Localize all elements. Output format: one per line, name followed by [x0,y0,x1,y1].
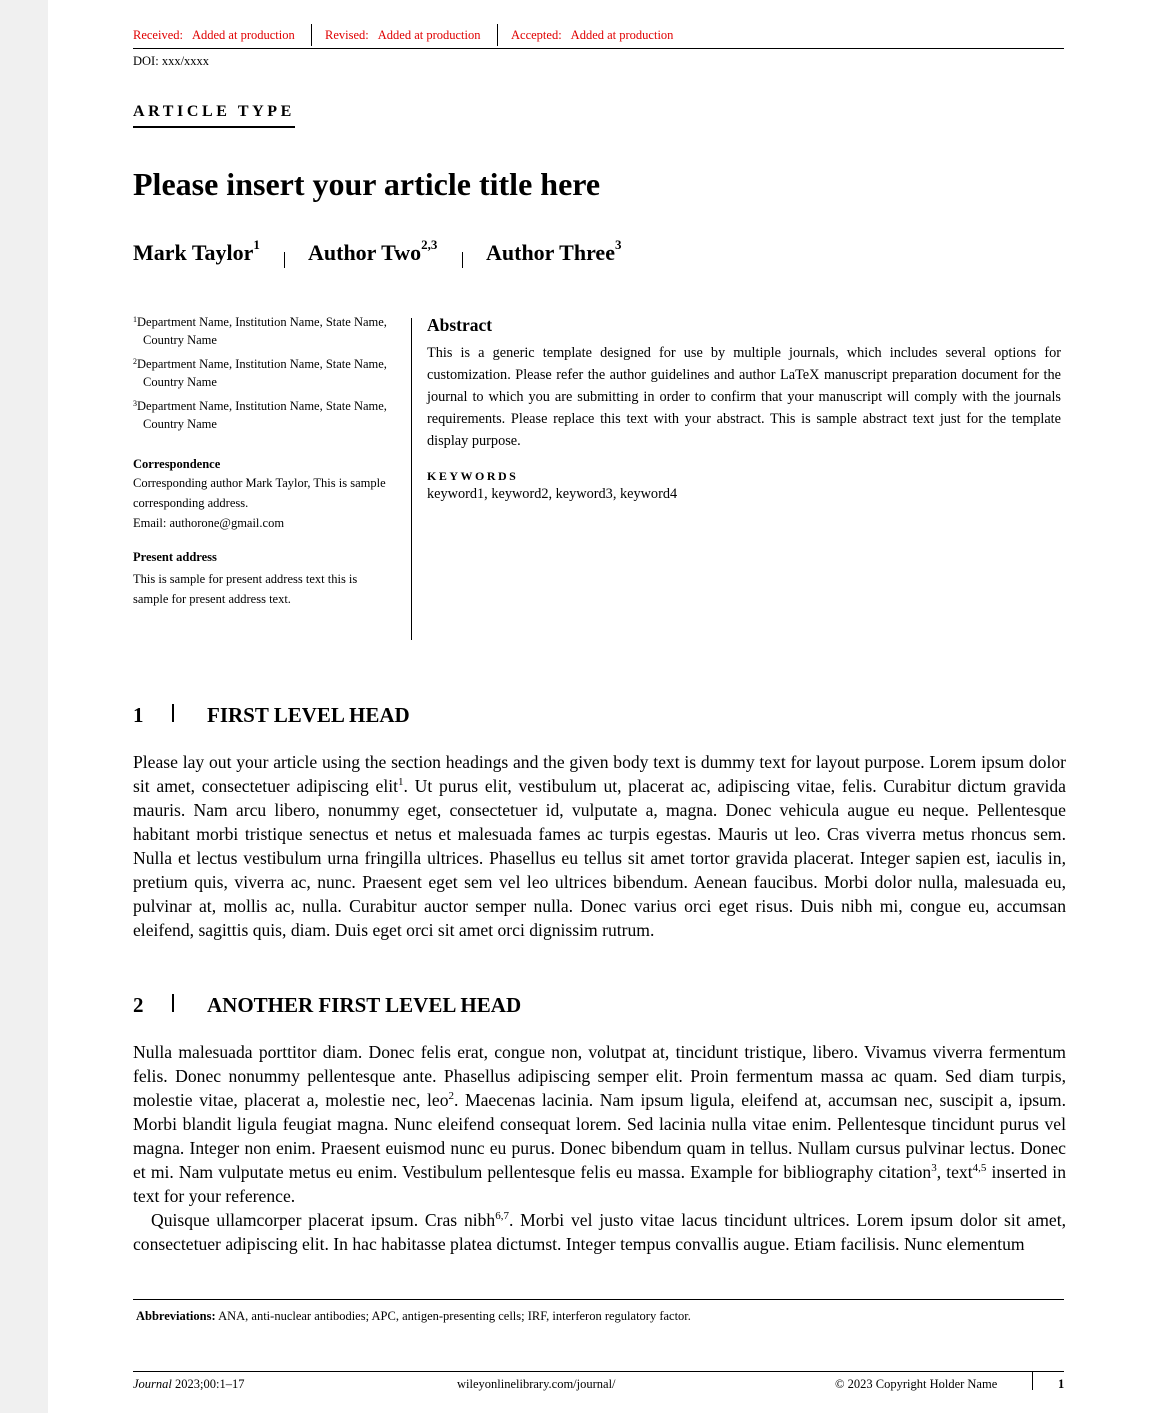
present-address-text [133,569,403,609]
present-address-line: This is sample for present address text this is [133,572,358,586]
affiliation-line: Department Name, Institution Name, State Name, [137,399,387,413]
revised-label: Revised: [325,28,369,42]
section-number: 1 [133,703,144,727]
section-number: 2 [133,993,144,1017]
section-bar [172,704,174,722]
affiliation-country: Country Name [143,375,217,389]
page-number: 1 [1058,1377,1065,1391]
affiliation-country: Country Name [143,417,217,431]
affiliation-sup: 2 [133,357,137,366]
affiliation-2 [133,355,403,391]
author-affiliation-sup: 2,3 [421,237,438,252]
author-2 [308,237,438,266]
keywords-list: keyword1, keyword2, keyword3, keyword4 [427,486,678,502]
abstract-block [427,315,1061,503]
author-name: Author Two [308,240,422,265]
footer-volume: 2023;00:1–17 [171,1377,245,1391]
body-text-run: Nulla malesuada porttitor diam. Donec felis erat, congue non, volutpat at, tincidunt tristique, libero. Vivamus viverra fermentum felis. Donec nonummy pellentesque ante. Phasellus adipiscing semper elit. Proin fermentum massa ac quam. Sed diam turpis, molestie vitae, placerat a, molestie nec, leo [133,1042,1066,1110]
author-name: Mark Taylor [133,240,254,265]
citation-sup: 6,7 [495,1210,509,1223]
abbreviations-footnote [133,1299,1064,1324]
footer-citation [133,1377,244,1392]
revised-date [325,28,481,43]
correspondence-text [133,473,403,533]
author-divider [284,252,285,268]
affiliation-3 [133,397,403,433]
section-2-paragraph [133,1040,1066,1208]
affiliation-1 [133,313,403,349]
abstract-text: This is a generic template designed for use by multiple journals, which includes several options for customization. Please refer the author guidelines and author LaTeX manuscript preparation document for the journal to which you are submitting in order to confirm that your manuscript will comply with the journals requirements. Please replace this text with your abstract. This is sample abstract text just for the template display purpose. [427,345,1061,449]
affiliation-line: Department Name, Institution Name, State Name, [137,357,387,371]
body-text-run: Quisque ullamcorper placerat ipsum. Cras nibh [151,1210,496,1230]
citation-sup: 2 [448,1090,454,1103]
section-heading [133,703,1064,733]
author-name: Author Three [486,240,615,265]
date-divider [497,24,498,46]
received-label: Received: [133,28,183,42]
citation-sup: 4,5 [972,1162,987,1175]
doi: DOI: xxx/xxxx [133,54,210,68]
abbreviations-text: ANA, anti-nuclear antibodies; APC, antigen-presenting cells; IRF, interferon regulatory factor. [215,1309,691,1323]
present-address-line: sample for present address text. [133,592,291,606]
body-text-run: inserted in text for your reference. [133,1162,1066,1206]
accepted-value: Added at production [570,28,674,42]
date-divider [311,24,312,46]
section-bar [172,994,174,1012]
column-divider [411,318,412,640]
paper-page [48,0,1155,1413]
affiliation-sup: 3 [133,399,137,408]
body-text-run: Please lay out your article using the section headings and the given body text is dummy text for layout purpose. Lorem ipsum dolor sit amet, consectetuer adipiscing elit [133,752,1066,796]
accepted-label: Accepted: [511,28,562,42]
page-footer [133,1371,1064,1392]
affiliation-line: Department Name, Institution Name, State Name, [137,315,387,329]
present-address-heading: Present address [133,550,217,564]
revised-value: Added at production [377,28,481,42]
body-text-run: . Ut purus elit, vestibulum ut, placerat ac, adipiscing vitae, felis. Curabitur dictum gravida mauris. Nam arcu libero, nonummy eget, consectetuer id, vulputate a, magna. Donec vehicula augue eu neque. Pellentesque habitant morbi tristique senectus et netus et malesuada fames ac turpis egestas. Mauris ut leo. Cras viverra metus rhoncus sem. Nulla et lectus vestibulum urna fringilla ultrices. Phasellus eu tellus sit amet tortor gravida placerat. Integer sapien est, iaculis in, pretium quis, viverra ac, nunc. Praesent eget sem vel leo ultrices bibendum. Aenean faucibus. Morbi dolor nulla, malesuada eu, pulvinar at, mollis ac, nulla. Curabitur auctor semper nulla. Donec varius orci eget risus. Duis nibh mi, congue eu, accumsan eleifend, sagittis quis, diam. Duis eget orci sit amet orci dignissim rutrum. [133,776,1066,940]
section-title: ANOTHER FIRST LEVEL HEAD [207,993,522,1017]
author-affiliation-sup: 3 [614,237,622,252]
correspondence-line: Corresponding author Mark Taylor, This is sample [133,476,386,490]
author-affiliation-sup: 1 [253,237,260,252]
author-1 [133,237,260,266]
section-2-paragraph-2 [133,1208,1066,1256]
affiliation-sup: 1 [133,315,137,324]
body-text-run: . Maecenas lacinia. Nam ipsum ligula, eleifend at, accumsan nec, suscipit a, ipsum. Morbi blandit ligula feugiat magna. Nunc eleifend consequat lorem. Sed lacinia nulla vitae enim. Pellentesque tincidunt purus vel magna. Integer non enim. Praesent euismod nunc eu purus. Donec bibendum quam in tellus. Nullam cursus pulvinar lectus. Donec et mi. Nam vulputate metus eu enim. Vestibulum pellentesque felis eu massa. Example for bibliography citation [133,1090,1066,1182]
body-text-run: , text [936,1162,973,1182]
article-type: ARTICLE TYPE [133,103,295,128]
footer-divider [1032,1372,1033,1390]
author-3 [486,237,622,266]
received-date [133,28,295,43]
received-value: Added at production [191,28,295,42]
author-divider [462,252,463,268]
affiliations-column [133,313,403,609]
citation-sup: 1 [397,776,404,789]
article-title: Please insert your article title here [133,166,601,202]
abstract-heading: Abstract [427,315,493,335]
footer-copyright: © 2023 Copyright Holder Name [835,1377,998,1391]
dates-header [133,26,1064,49]
footer-url[interactable]: wileyonlinelibrary.com/journal/ [457,1377,616,1391]
footer-journal: Journal [133,1377,172,1391]
correspondence-heading: Correspondence [133,457,221,471]
section-title: FIRST LEVEL HEAD [207,703,410,727]
section-1-paragraph [133,750,1066,942]
abbreviations-label: Abbreviations: [136,1309,216,1323]
body-text-run: . Morbi vel justo vitae lacus tincidunt ultrices. Lorem ipsum dolor sit amet, consectetuer adipiscing elit. In hac habitasse platea dictumst. Integer tempus convallis augue. Etiam facilisis. Nunc elementum [133,1210,1066,1254]
keywords-label: KEYWORDS [427,469,519,483]
correspondence-line: corresponding address. [133,496,249,510]
citation-sup: 3 [931,1162,937,1175]
section-heading [133,993,1064,1023]
accepted-date [511,28,673,43]
correspondence-email: Email: authorone@gmail.com [133,516,285,530]
affiliation-country: Country Name [143,333,217,347]
